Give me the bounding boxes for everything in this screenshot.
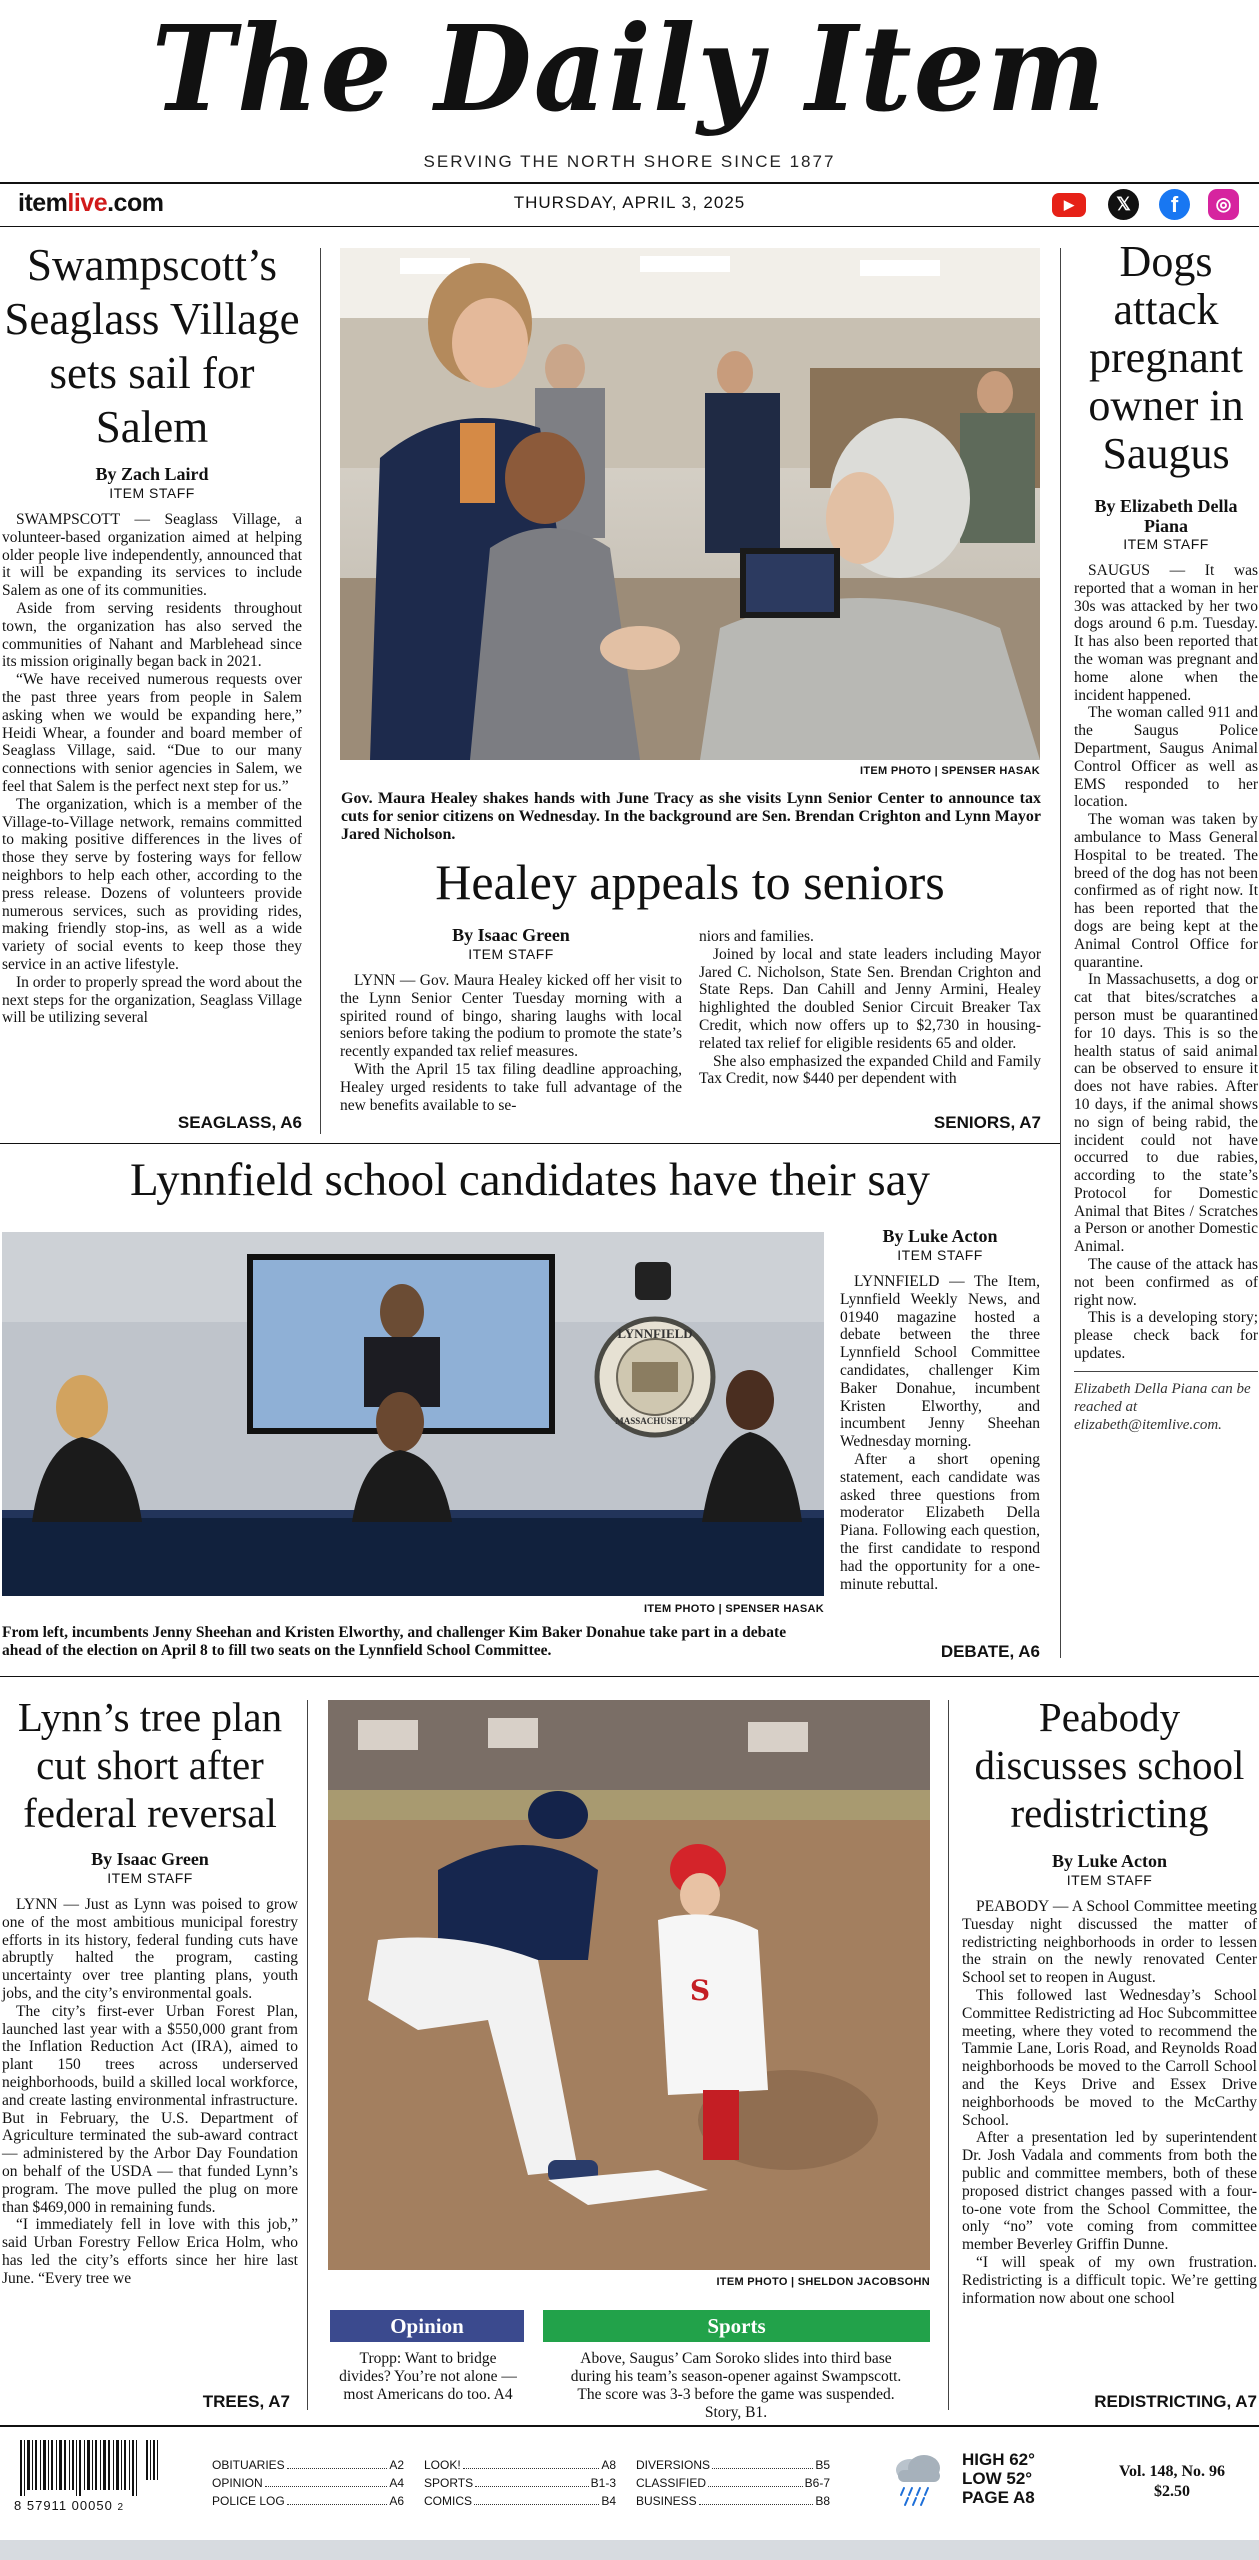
index-column-2 (424, 2456, 616, 2510)
barcode-digit: 8 (14, 2498, 23, 2513)
seaglass-paragraph: “We have received numerous requests over the past three years from people in Salem asking when we would be expanding here,” Heidi Whear, a founder and board member of Seaglass Village, said. “Due to our many connections with senior agencies in Salem, we feel that Salem is the perfect next step for us.” (2, 671, 302, 795)
lynnfield-headline[interactable]: Lynnfield school candidates have their say (129, 1154, 931, 1206)
barcode-icon (14, 2440, 164, 2496)
index-row[interactable]: POLICE LOG A6 (212, 2494, 404, 2508)
section-rule (0, 1676, 1259, 1677)
baseball-photo[interactable] (328, 1700, 930, 2270)
baseball-photo-illustration (328, 1700, 930, 2270)
seaglass-jump[interactable]: SEAGLASS, A6 (177, 1113, 302, 1132)
dogs-staff: ITEM STAFF (1123, 536, 1209, 552)
healey-column-1 (340, 925, 682, 1114)
lynnfield-byline: By Luke Acton (882, 1226, 998, 1246)
healey-caption: Gov. Maura Healey shakes hands with June Tracy as she visits Lynn Senior Center to announce tax cuts for senior citizens on Wednesday. In the background are Sen. Brendan Crighton and Lynn Mayor Jared Nicholson. (341, 790, 1041, 843)
peabody-paragraph: This followed last Wednesday’s School Committee Redistricting ad Hoc Subcommittee meeting, where they voted to recommend the Tammie Lane, Loris Road, and Reynolds Road neighborhoods be moved to the Carroll School and the Keys Drive and Essex Drive neighborhoods be moved to the McCarthy School. (962, 1986, 1257, 2129)
datebar-rule (0, 226, 1259, 227)
barcode-digit: 00050 (71, 2498, 113, 2513)
instagram-icon[interactable]: ◎ (1208, 189, 1239, 220)
volume-number: Vol. 148, No. 96 (1118, 2463, 1226, 2480)
dogs-contact: Elizabeth Della Piana can be reached at elizabeth@itemlive.com. (1074, 1371, 1258, 1434)
lynnfield-photo-credit: ITEM PHOTO | SPENSER HASAK (644, 1603, 824, 1615)
peabody-story (962, 1693, 1257, 2307)
dogs-paragraph: The woman was taken by ambulance to Mass General Hospital to be treated. The breed of the dog has not been confirmed as of right now. It has been reported that the dogs are being kept at the Animal Control Office for quarantine. (1074, 811, 1258, 971)
date-bar (0, 183, 1259, 225)
seal-text-top: LYNNFIELD (617, 1326, 693, 1341)
lynnfield-caption: From left, incumbents Jenny Sheehan and Kristen Elworthy, and challenger Kim Baker Donahue take part in a debate ahead of the election on April 8 to fill two seats on the Lynnfield School Committee. (2, 1624, 787, 1659)
seaglass-paragraph: In order to properly spread the word about the next steps for the organization, Seaglass Village will be utilizing several (2, 973, 302, 1027)
barcode (14, 2440, 174, 2516)
index-row[interactable]: BUSINESS B8 (636, 2494, 830, 2508)
barcode-digits (14, 2498, 174, 2513)
weather-page[interactable]: PAGE A8 (962, 2488, 1035, 2507)
seaglass-body (2, 511, 302, 1027)
trees-headline[interactable]: Lynn’s tree plan cut short after federal reversal (17, 1694, 283, 1836)
healey-column-2 (699, 928, 1041, 1088)
bottom-strip (0, 2540, 1259, 2560)
sports-promo-label[interactable]: Sports (543, 2310, 930, 2342)
healey-byline: By Isaac Green (452, 925, 570, 945)
healey-paragraph: With the April 15 tax filing deadline approaching, Healey urged residents to take full advantage of the new benefits available to se- (340, 1060, 682, 1114)
newspaper-title: The Daily Item (151, 0, 1108, 139)
lynnfield-story (840, 1226, 1040, 1593)
peabody-paragraph: After a presentation led by superintendent Dr. Josh Vadala and comments from both the public and committee members, both of these proposed district changes passed with a four-to-one vote from the School Committee, the only “no” vote coming from committee member Beverley Griffin Dunne. (962, 2129, 1257, 2254)
svg-text:S: S (689, 1974, 711, 2007)
healey-paragraph: She also emphasized the expanded Child and Family Tax Credit, now $440 per dependent with (699, 1052, 1041, 1088)
lynnfield-body (840, 1273, 1040, 1593)
baseball-photo-credit: ITEM PHOTO | SHELDON JACOBSOHN (716, 2276, 930, 2288)
trees-paragraph: LYNN — Just as Lynn was poised to grow one of the most ambitious municipal forestry efforts in its history, federal funding cuts have abruptly halted the program, casting uncertainty over tree planting plans, youth jobs, and the city’s environmental goals. (2, 1896, 298, 2002)
site-logo-item: item (18, 189, 68, 217)
opinion-promo-label[interactable]: Opinion (330, 2310, 524, 2342)
dogs-paragraph: The cause of the attack has not been confirmed as of right now. (1074, 1256, 1258, 1309)
seaglass-headline[interactable]: Swampscott’s Seaglass Village sets sail for Salem (4, 240, 300, 452)
weather-low: LOW 52° (962, 2469, 1033, 2488)
healey-paragraph: Joined by local and state leaders including Mayor Jared C. Nicholson, State Sen. Brendan Crighton and State Reps. Dan Cahill and Jenny Armini, Healey highlighted the doubled Senior Circuit Breaker Tax Credit, which now offers up to $2,730 in housing-related tax relief for eligible residents 65 and older. (699, 945, 1041, 1052)
lynnfield-photo-illustration (2, 1232, 824, 1596)
trees-body (2, 1896, 298, 2288)
trees-jump[interactable]: TREES, A7 (202, 2392, 290, 2411)
dogs-story (1074, 238, 1258, 1434)
healey-paragraph: LYNN — Gov. Maura Healey kicked off her visit to the Lynn Senior Center Tuesday morning with a spirited round of bingo, sharing laughs with local seniors before taking the podium to promote the state’s recently expanded tax relief measures. (340, 972, 682, 1061)
peabody-byline: By Luke Acton (1051, 1851, 1168, 1871)
healey-body-1 (340, 972, 682, 1114)
healey-photo-illustration (340, 248, 1040, 760)
lynnfield-paragraph: After a short opening statement, each candidate was asked three questions from moderator Elizabeth Della Piana. Following each question, the first candidate to respond had the opportunity for a one-minute rebuttal. (840, 1450, 1040, 1593)
trees-paragraph: The city’s first-ever Urban Forest Plan, launched last year with a $550,000 grant from the Inflation Reduction Act (IRA), aimed to plant 150 trees across underserved neighborhoods, build a skilled local workforce, and create lasting environmental infrastructure. But in February, the U.S. Department of Agriculture terminated the sub-award contract — administered by the Arbor Day Foundation on behalf of the USDA — that funded Lynn’s program. The move pulled the plug on more than $469,000 in remaining funds. (2, 2002, 298, 2216)
peabody-body (962, 1898, 1257, 2307)
seaglass-byline: By Zach Laird (95, 464, 209, 484)
section-rule (0, 1143, 1060, 1144)
site-logo-com: .com (107, 189, 164, 217)
index-row[interactable]: SPORTS B1-3 (424, 2476, 616, 2490)
dogs-byline: By Elizabeth Della Piana (1094, 496, 1238, 536)
sports-promo-text[interactable]: Above, Saugus’ Cam Soroko slides into third base during his team’s season-opener against Swampscott. The score was 3-3 before the game was suspended. Story, B1. (570, 2350, 902, 2421)
x-icon[interactable]: 𝕏 (1108, 189, 1139, 220)
column-rule (1060, 248, 1061, 1658)
trees-byline: By Isaac Green (91, 1849, 209, 1869)
index-column-1 (212, 2456, 404, 2510)
healey-body-2 (699, 928, 1041, 1088)
price: $2.50 (1154, 2483, 1190, 2500)
seaglass-paragraph: Aside from serving residents throughout town, the organization has also served the communities of Nahant and Marblehead since its mission originally began back in 2021. (2, 599, 302, 671)
dogs-body (1074, 562, 1258, 1363)
trees-story (2, 1693, 298, 2288)
seaglass-paragraph: SWAMPSCOTT — Seaglass Village, a volunteer-based organization aimed at helping older people live independently, announced that it will be expanding its services to include Salem as one of its communities. (2, 511, 302, 600)
seaglass-story (2, 238, 302, 1027)
dogs-paragraph: This is a developing story; please check back for updates. (1074, 1309, 1258, 1363)
peabody-jump[interactable]: REDISTRICTING, A7 (1094, 2392, 1257, 2411)
healey-paragraph: niors and families. (699, 928, 814, 945)
opinion-promo-text[interactable]: Tropp: Want to bridge divides? You’re not alone — most Americans do too. A4 (339, 2350, 517, 2403)
dogs-headline[interactable]: Dogs attack pregnant owner in Saugus (1088, 237, 1244, 478)
weather-rain-icon (888, 2448, 948, 2508)
column-rule (948, 1700, 949, 2410)
healey-photo[interactable] (340, 248, 1040, 760)
index-row[interactable]: OBITUARIES A2 (212, 2458, 404, 2472)
peabody-paragraph: “I will speak of my own frustration. Redistricting is a difficult topic. We’re getting information now about one school (962, 2253, 1257, 2307)
seal-text-bottom: MASSACHUSETTS (615, 1416, 695, 1426)
lynnfield-staff: ITEM STAFF (897, 1247, 983, 1263)
healey-jump[interactable]: SENIORS, A7 (933, 1113, 1041, 1132)
weather-high: HIGH 62° (962, 2450, 1035, 2469)
lynnfield-jump[interactable]: DEBATE, A6 (940, 1642, 1040, 1661)
youtube-icon[interactable]: ▶ (1052, 193, 1086, 217)
seaglass-staff: ITEM STAFF (109, 485, 195, 501)
column-rule (307, 1700, 308, 2410)
barcode-digit: 2 (117, 2502, 125, 2513)
facebook-icon[interactable]: f (1159, 189, 1190, 220)
healey-headline[interactable]: Healey appeals to seniors (435, 854, 945, 910)
index-row[interactable]: COMICS B4 (424, 2494, 616, 2508)
peabody-staff: ITEM STAFF (1066, 1872, 1153, 1888)
index-row[interactable]: DIVERSIONS B5 (636, 2458, 830, 2472)
index-row[interactable]: CLASSIFIED B6-7 (636, 2476, 830, 2490)
issue-info (1092, 2462, 1252, 2502)
peabody-paragraph: PEABODY — A School Committee meeting Tuesday night discussed the matter of redistricting neighborhoods in order to lessen the strain on the newly renovated Center School set to reopen in August. (962, 1898, 1257, 1987)
index-column-3 (636, 2456, 830, 2510)
seaglass-paragraph: The organization, which is a member of the Village-to-Village network, remains committed to making positive differences in the lives of those they serve by fostering ways for fellow neighbors to help each other, according to the press release. Dozens of volunteers provide numerous services, such as providing rides, making friendly stop-ins, as well as a wide variety of social events to keep those they service in an active lifestyle. (2, 795, 302, 973)
barcode-digit: 57911 (26, 2498, 68, 2513)
column-rule (320, 248, 321, 1134)
site-logo-live: live (67, 189, 108, 217)
dogs-paragraph: SAUGUS — It was reported that a woman in her 30s was attacked by her two dogs around 6 p.m. Tuesday. It has also been reported that the woman was pregnant and home alone when the incident happened. (1074, 562, 1258, 704)
trees-paragraph: “I immediately fell in love with this job,” said Urban Forestry Fellow Erica Holm, who has led the city’s efforts since her hire last June. “Every tree we (2, 2216, 298, 2287)
masthead-tagline: SERVING THE NORTH SHORE SINCE 1877 (423, 152, 836, 171)
masthead (0, 0, 1259, 180)
lynnfield-paragraph: LYNNFIELD — The Item, Lynnfield Weekly News, and 01940 magazine hosted a debate between the three Lynnfield School Committee candidates, challenger Kim Baker Donahue, incumbent Kristen Elworthy, and incumbent Jenny Sheehan Wednesday morning. (840, 1273, 1040, 1451)
footer-rule (0, 2425, 1259, 2427)
issue-date: THURSDAY, APRIL 3, 2025 (513, 193, 746, 212)
trees-staff: ITEM STAFF (107, 1870, 193, 1886)
peabody-headline[interactable]: Peabody discusses school redistricting (974, 1694, 1245, 1836)
lynnfield-photo[interactable] (2, 1232, 824, 1596)
dogs-paragraph: The woman called 911 and the Saugus Police Department, Saugus Animal Control Officer as well as EMS responded to her location. (1074, 704, 1258, 811)
healey-staff: ITEM STAFF (468, 946, 554, 962)
index-row[interactable]: OPINION A4 (212, 2476, 404, 2490)
index-row[interactable]: LOOK! A8 (424, 2458, 616, 2472)
healey-photo-credit: ITEM PHOTO | SPENSER HASAK (860, 765, 1040, 777)
weather-forecast (962, 2450, 1062, 2507)
dogs-paragraph: In Massachusetts, a dog or cat that bites/scratches a person must be quarantined for 10 days. This is so the health status of said animal can be observed to ensure it does not have rabies. After 10 days, if the animal shows no sign of being rabid, the incident could not have occurred to due rabies, according to the state’s Protocol for Domestic Animal that Bites / Scratches a Person or another Domestic Animal. (1074, 971, 1258, 1256)
